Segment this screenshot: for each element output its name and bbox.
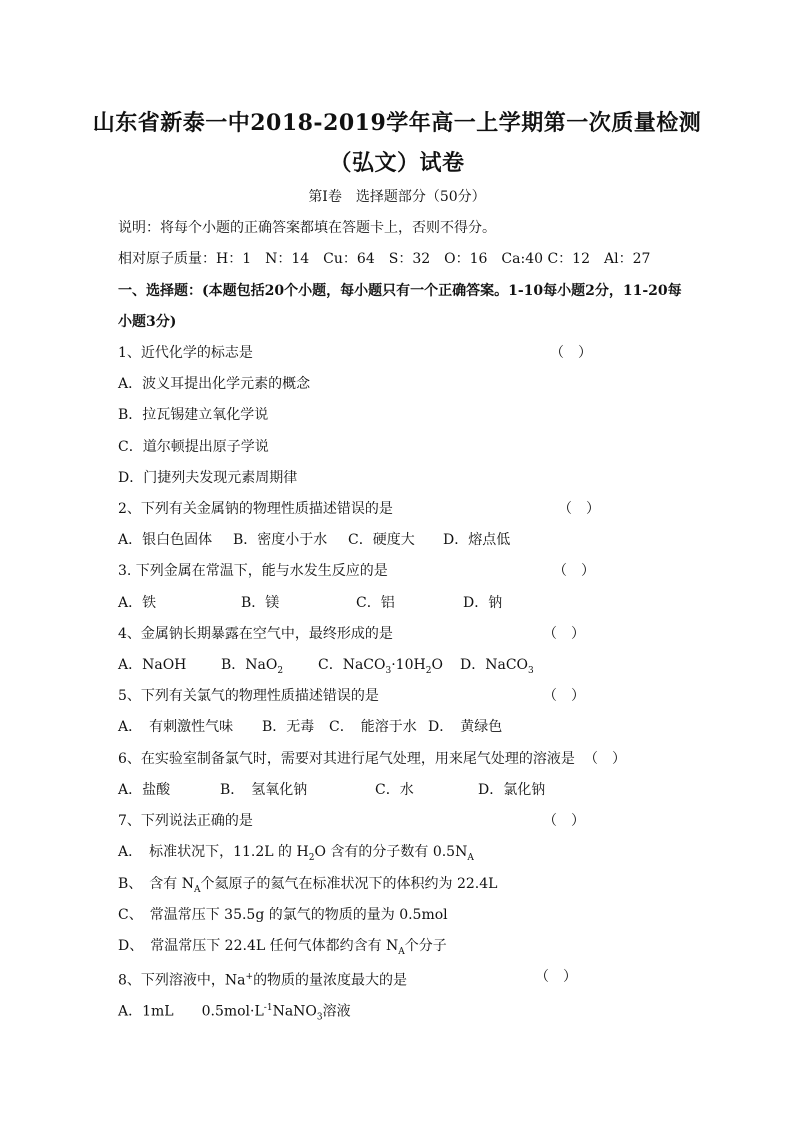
superscript: +	[245, 972, 254, 982]
answer-blank-5: （ ）	[543, 688, 585, 704]
question-6-option-d: D．氯化钠	[478, 782, 546, 798]
subscript: 3	[385, 665, 392, 676]
question-4-option-a: A．NaOH	[118, 657, 187, 673]
question-7-option-d-rest: 个分子	[404, 938, 447, 954]
answer-blank-3: （ ）	[553, 563, 595, 579]
instructions-note: 说明：将每个小题的正确答案都填在答题卡上，否则不得分。	[118, 220, 496, 236]
question-7-option-d-text: D、 常温常压下 22.4L 任何气体都约含有 N	[118, 938, 399, 954]
question-8-stem	[118, 968, 407, 990]
question-4-option-c-text: C．NaCO	[318, 657, 386, 673]
question-4-option-c	[318, 656, 443, 680]
subscript: 2	[308, 852, 315, 863]
question-2-option-c: C．硬度大	[348, 532, 415, 548]
question-4-option-c-hydrate: ·10H	[391, 657, 426, 673]
question-6-option-b: B． 氢氧化钠	[220, 782, 308, 798]
atomic-mass-list: 相对原子质量：H：1 N：14 Cu：64 S：32 O：16 Ca:40 C：12 Al：27	[118, 251, 651, 267]
question-8-stem-rest: 的物质的量浓度最大的是	[253, 972, 408, 989]
question-5-option-b: B．无毒	[262, 719, 315, 735]
question-7-option-a-mid: O 含有的分子数有 0.5N	[314, 844, 468, 860]
question-3-option-c: C．铝	[356, 595, 395, 611]
question-8-option-a-rest: 溶液	[322, 1003, 351, 1020]
question-7-option-d	[118, 937, 447, 961]
subscript: A	[467, 852, 474, 863]
exam-title-line2: （弘文）试卷	[329, 150, 465, 176]
question-7-option-c: C、 常温常压下 35.5g 的氯气的物质的量为 0.5mol	[118, 907, 448, 923]
question-1-option-c: C．道尔顿提出原子学说	[118, 439, 269, 455]
question-8-option-a-text: A．1mL 0.5mol·L	[118, 1003, 264, 1020]
question-5-option-d: D． 黄绿色	[428, 719, 503, 735]
part-heading-line2: 小题3分)	[118, 314, 177, 330]
subscript: A	[194, 884, 201, 895]
superscript: -1	[263, 1003, 273, 1013]
question-8-option-a-formula: NaNO	[272, 1003, 317, 1020]
answer-blank-4: （ ）	[543, 626, 585, 642]
question-3-option-a: A．铁	[118, 595, 157, 611]
question-7-option-b-text: B、 含有 N	[118, 876, 194, 892]
question-6-option-c: C．水	[375, 782, 414, 798]
question-7-stem: 7、下列说法正确的是	[118, 813, 253, 829]
question-7-option-a	[118, 843, 474, 867]
question-4-option-d-text: D．NaCO	[460, 657, 529, 673]
question-5-option-a: A． 有刺激性气味	[118, 719, 234, 735]
question-7-option-a-text: A． 标准状况下，11.2L 的 H	[118, 844, 309, 860]
question-8-stem-text: 8、下列溶液中，Na	[118, 972, 246, 989]
question-4-option-c-tail: O	[431, 657, 443, 673]
answer-blank-6: （ ）	[584, 751, 626, 767]
question-6-stem: 6、在实验室制备氯气时，需要对其进行尾气处理，用来尾气处理的溶液是	[118, 751, 575, 767]
section-heading: 第Ⅰ卷 选择题部分（50分）	[308, 189, 486, 205]
question-2-option-d: D．熔点低	[443, 532, 511, 548]
question-1-option-d: D．门捷列夫发现元素周期律	[118, 470, 298, 486]
question-2-stem: 2、下列有关金属钠的物理性质描述错误的是	[118, 501, 393, 517]
question-8-option-a	[118, 999, 351, 1026]
question-7-option-b-rest: 个氦原子的氦气在标准状况下的体积约为 22.4L	[200, 876, 498, 892]
exam-title-line1: 山东省新泰一中2018-2019学年高一上学期第一次质量检测	[92, 110, 702, 136]
question-6-option-a: A．盐酸	[118, 782, 171, 798]
subscript: 2	[277, 665, 284, 676]
question-2-option-b: B．密度小于水	[233, 532, 328, 548]
question-1-stem: 1、近代化学的标志是	[118, 345, 253, 361]
subscript: 2	[425, 665, 432, 676]
question-5-option-c: C． 能溶于水	[329, 719, 417, 735]
question-4-option-d	[460, 656, 534, 680]
question-5-stem: 5、下列有关氯气的物理性质描述错误的是	[118, 688, 379, 704]
subscript: A	[398, 946, 405, 957]
question-2-option-a: A．银白色固体	[118, 532, 213, 548]
question-3-stem: 3. 下列金属在常温下，能与水发生反应的是	[118, 563, 388, 579]
part-heading-line1: 一、选择题：(本题包括20个小题，每小题只有一个正确答案。1-10每小题2分，11-20每	[118, 283, 682, 299]
question-3-option-b: B．镁	[241, 595, 280, 611]
question-4-option-b	[221, 656, 283, 680]
question-1-option-a: A．波义耳提出化学元素的概念	[118, 376, 311, 392]
question-3-option-d: D．钠	[463, 595, 503, 611]
question-4-option-b-text: B．NaO	[221, 657, 278, 673]
question-1-option-b: B．拉瓦锡建立氧化学说	[118, 407, 269, 423]
answer-blank-2: （ ）	[558, 501, 600, 517]
question-4-stem: 4、金属钠长期暴露在空气中，最终形成的是	[118, 626, 393, 642]
question-7-option-b	[118, 875, 497, 899]
answer-blank-8: （ ）	[535, 969, 577, 985]
subscript: 3	[528, 665, 534, 676]
answer-blank-1: （ ）	[550, 345, 592, 361]
subscript: 3	[316, 1012, 323, 1023]
answer-blank-7: （ ）	[543, 813, 585, 829]
